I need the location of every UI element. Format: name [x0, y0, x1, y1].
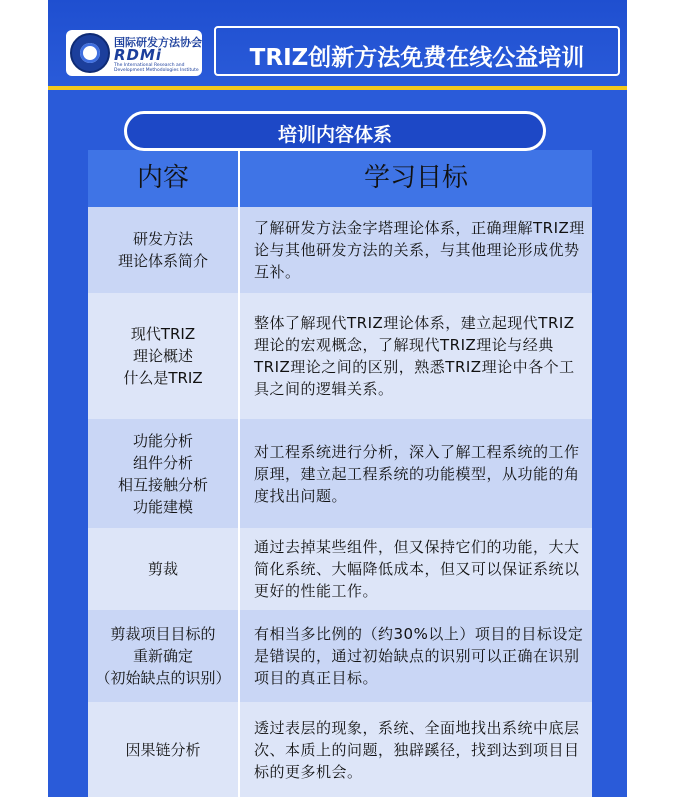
- content-cell: [88, 207, 238, 293]
- content-line: 功能分析: [132, 431, 193, 450]
- content-line: 剪裁: [147, 560, 178, 578]
- goal-cell: [254, 702, 590, 797]
- goal-text: 对工程系统进行分析，深入了解工程系统的工作原理，建立起工程系统的功能模型，从功能的角度找出问题。: [254, 442, 580, 505]
- goal-text: 通过去掉某些组件，但又保持它们的功能，大大简化系统、大幅降低成本，但又可以保证系统以更好的性能工作。: [254, 538, 580, 600]
- goal-text: 了解研发方法金字塔理论体系，正确理解TRIZ理论与其他研发方法的关系，与其他理论形成优势互补。: [254, 219, 585, 281]
- table-row: [88, 702, 592, 797]
- goal-text: 整体了解现代TRIZ理论体系，建立起现代TRIZ理论的宏观概念，了解现代TRIZ理论与经典TRIZ理论之间的区别，熟悉TRIZ理论中各个工具之间的逻辑关系。: [254, 314, 575, 398]
- content-table: [88, 150, 592, 797]
- org-logo: [66, 30, 202, 76]
- content-line: 研发方法: [132, 230, 193, 248]
- goal-cell: [254, 419, 590, 528]
- goal-cell: [254, 293, 590, 419]
- content-line: 因果链分析: [125, 740, 201, 759]
- header: [48, 0, 627, 88]
- content-cell: [88, 293, 238, 419]
- content-line: 理论概述: [132, 347, 193, 365]
- column-divider: [238, 150, 240, 797]
- content-line: 功能建模: [132, 497, 193, 516]
- org-name-cn: 国际研发方法协会: [114, 36, 202, 49]
- table-row: [88, 528, 592, 610]
- section-banner: [124, 111, 546, 151]
- goal-cell: [254, 610, 590, 702]
- table-row: [88, 293, 592, 419]
- org-name-en: RDMi: [114, 46, 163, 64]
- content-line: 组件分析: [132, 453, 193, 472]
- table-row: [88, 419, 592, 528]
- page-title: TRIZ创新方法免费在线公益培训: [249, 45, 585, 71]
- section-title: 培训内容体系: [277, 124, 392, 146]
- title-frame: [214, 26, 620, 76]
- content-cell: [88, 419, 238, 528]
- seal-icon: [70, 33, 110, 73]
- table-row: [88, 207, 592, 293]
- header-content: 内容: [136, 163, 189, 193]
- content-line: 相互接触分析: [117, 475, 208, 494]
- table-row: [88, 610, 592, 702]
- content-line: （初始缺点的识别）: [95, 669, 231, 687]
- content-line: 重新确定: [132, 647, 193, 665]
- table-header: [88, 150, 592, 207]
- content-line: 剪裁项目目标的: [110, 625, 216, 643]
- header-goal: 学习目标: [363, 163, 468, 193]
- goal-cell: [254, 207, 590, 293]
- goal-text: 有相当多比例的（约30%以上）项目的目标设定是错误的，通过初始缺点的识别可以正确在识别项目的真正目标。: [254, 625, 584, 687]
- goal-cell: [254, 528, 590, 610]
- content-line: 理论体系简介: [117, 252, 208, 270]
- header-divider: [48, 86, 627, 90]
- org-subtitle: The International Research and Development Methodologies Institute: [114, 63, 199, 73]
- goal-text: 透过表层的现象，系统、全面地找出系统中底层次、本质上的问题，独辟蹊径，找到达到项目目标的更多机会。: [254, 718, 580, 781]
- poster: [48, 0, 627, 797]
- content-line: 什么是TRIZ: [123, 369, 203, 387]
- content-cell: [88, 528, 238, 610]
- content-cell: [88, 610, 238, 702]
- content-line: 现代TRIZ: [130, 325, 196, 343]
- content-cell: [88, 702, 238, 797]
